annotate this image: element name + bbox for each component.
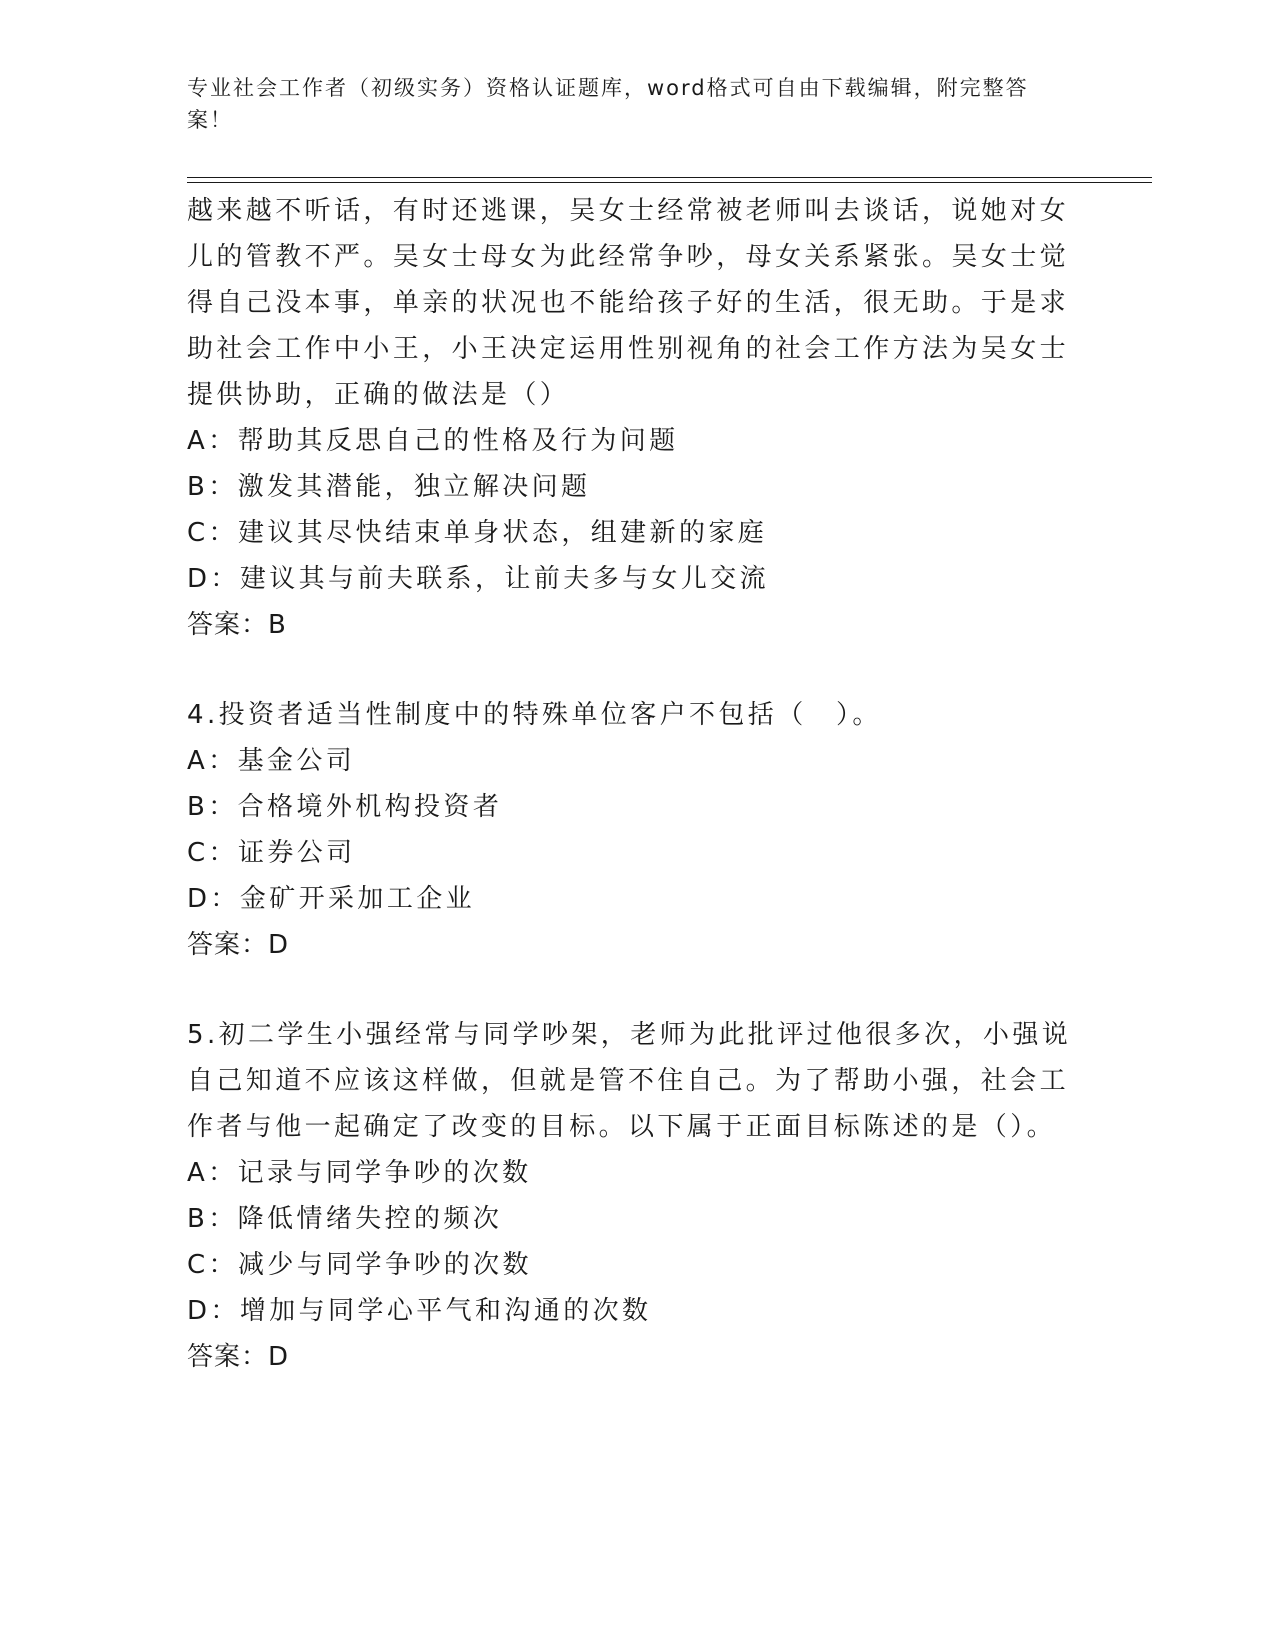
question-5: [187, 1012, 1072, 1380]
document-header: [187, 72, 1067, 136]
question-spacer: [187, 968, 1067, 1012]
option-d: D：建议其与前夫联系，让前夫多与女儿交流: [187, 564, 770, 594]
question-stem-line: 越来越不听话，有时还逃课，吴女士经常被老师叫去谈话，说她对女: [187, 196, 1070, 226]
answer-label: 答案：D: [187, 1342, 290, 1372]
header-rule-top: [187, 177, 1152, 178]
option-a: A：记录与同学争吵的次数: [187, 1158, 532, 1188]
question-stem-line: 4.投资者适当性制度中的特殊单位客户不包括（ ）。: [187, 700, 882, 730]
question-stem-line: 儿的管教不严。吴女士母女为此经常争吵，母女关系紧张。吴女士觉: [187, 242, 1070, 272]
question-stem-line: 提供协助，正确的做法是（）: [187, 380, 570, 410]
question-stem-line: 作者与他一起确定了改变的目标。以下属于正面目标陈述的是（）。: [187, 1112, 1057, 1142]
answer-label: 答案：B: [187, 610, 287, 640]
question-list: [187, 188, 1072, 1380]
header-rule-bottom: [187, 182, 1152, 183]
question-stem-line: 自己知道不应该这样做，但就是管不住自己。为了帮助小强，社会工: [187, 1066, 1070, 1096]
option-c: C：建议其尽快结束单身状态，组建新的家庭: [187, 518, 768, 548]
answer-label: 答案：D: [187, 930, 290, 960]
option-b: B：降低情绪失控的频次: [187, 1204, 503, 1234]
option-d: D：增加与同学心平气和沟通的次数: [187, 1296, 652, 1326]
option-c: C：减少与同学争吵的次数: [187, 1250, 532, 1280]
question-3: [187, 188, 1070, 648]
option-d: D：金矿开采加工企业: [187, 884, 476, 914]
question-4: [187, 692, 1067, 968]
question-stem-line: 5.初二学生小强经常与同学吵架，老师为此批评过他很多次，小强说: [187, 1020, 1072, 1050]
question-spacer: [187, 648, 1067, 692]
option-b: B：合格境外机构投资者: [187, 792, 503, 822]
option-c: C：证券公司: [187, 838, 356, 868]
question-stem-line: 助社会工作中小王，小王决定运用性别视角的社会工作方法为吴女士: [187, 334, 1070, 364]
option-b: B：激发其潜能，独立解决问题: [187, 472, 591, 502]
option-a: A：基金公司: [187, 746, 356, 776]
question-stem-line: 得自己没本事，单亲的状况也不能给孩子好的生活，很无助。于是求: [187, 288, 1070, 318]
option-a: A：帮助其反思自己的性格及行为问题: [187, 426, 679, 456]
header-text: 专业社会工作者（初级实务）资格认证题库，word格式可自由下载编辑，附完整答案！: [187, 76, 1029, 132]
